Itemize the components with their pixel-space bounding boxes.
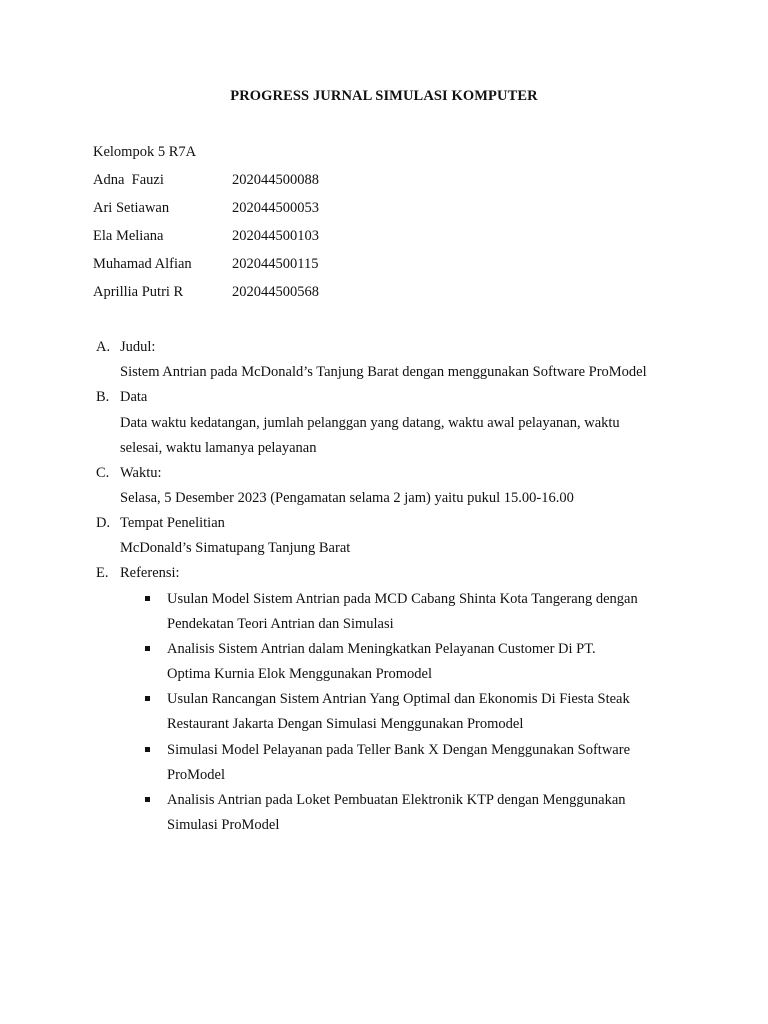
section-text: Selasa, 5 Desember 2023 (Pengamatan selama 2 jam) yaitu pukul 15.00-16.00 [120,490,574,506]
bullet-icon [145,646,150,651]
member-nim: 202044500115 [232,256,319,272]
bullet-icon [145,696,150,701]
reference-text: Simulasi ProModel [167,817,280,833]
reference-text: Analisis Antrian pada Loket Pembuatan Elektronik KTP dengan Menggunakan [167,792,626,808]
reference-text: ProModel [167,767,225,783]
section-heading: Data [120,389,148,405]
reference-text: Analisis Sistem Antrian dalam Meningkatkan Pelayanan Customer Di PT. [167,641,596,657]
member-nim: 202044500088 [232,172,319,188]
reference-text: Optima Kurnia Elok Menggunakan Promodel [167,666,432,682]
section-letter: E. [96,565,109,581]
member-name: Adna Fauzi [93,172,164,188]
section-heading: Tempat Penelitian [120,515,225,531]
member-row [93,228,593,248]
reference-text: Usulan Model Sistem Antrian pada MCD Cabang Shinta Kota Tangerang dengan [167,591,638,607]
section-text: McDonald’s Simatupang Tanjung Barat [120,540,351,556]
section-text: Data waktu kedatangan, jumlah pelanggan yang datang, waktu awal pelayanan, waktu [120,415,620,431]
section-heading: Judul: [120,339,156,355]
section-heading: Waktu: [120,465,162,481]
section-text: selesai, waktu lamanya pelayanan [120,440,317,456]
member-name: Muhamad Alfian [93,256,192,272]
member-row [93,200,593,220]
section-heading: Referensi: [120,565,180,581]
document-title: PROGRESS JURNAL SIMULASI KOMPUTER [230,88,538,104]
reference-text: Simulasi Model Pelayanan pada Teller Bank X Dengan Menggunakan Software [167,742,631,758]
reference-text: Usulan Rancangan Sistem Antrian Yang Optimal dan Ekonomis Di Fiesta Steak [167,691,630,707]
member-name: Aprillia Putri R [93,284,184,300]
bullet-icon [145,797,150,802]
member-row [93,172,593,192]
section-letter: B. [96,389,110,405]
member-row [93,256,593,276]
member-name: Ari Setiawan [93,200,170,216]
reference-text: Pendekatan Teori Antrian dan Simulasi [167,616,394,632]
section-text: Sistem Antrian pada McDonald’s Tanjung Barat dengan menggunakan Software ProModel [120,364,647,380]
member-nim: 202044500053 [232,200,319,216]
member-row [93,284,593,304]
member-name: Ela Meliana [93,228,164,244]
section-letter: D. [96,515,111,531]
bullet-icon [145,747,150,752]
reference-text: Restaurant Jakarta Dengan Simulasi Menggunakan Promodel [167,716,524,732]
member-nim: 202044500568 [232,284,319,300]
section-letter: A. [96,339,111,355]
section-letter: C. [96,465,110,481]
bullet-icon [145,596,150,601]
group-label: Kelompok 5 R7A [93,144,197,160]
member-nim: 202044500103 [232,228,319,244]
